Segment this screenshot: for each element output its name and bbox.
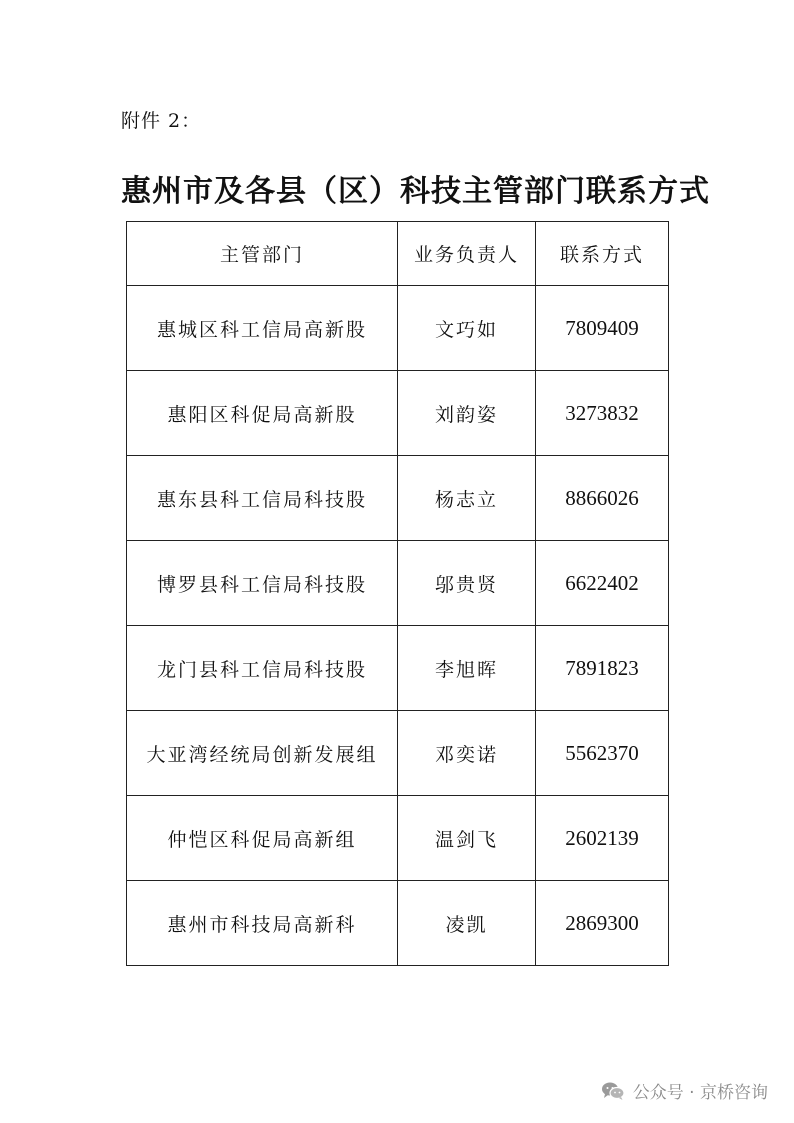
phone-cell: 7809409: [536, 286, 669, 371]
person-cell: 邓奕诺: [398, 711, 536, 796]
department-cell: 惠阳区科促局高新股: [127, 371, 398, 456]
wechat-icon: [601, 1081, 625, 1101]
table-row: [127, 541, 669, 626]
table-row: [127, 286, 669, 371]
phone-cell: 2869300: [536, 881, 669, 966]
document-title: 惠州市及各县（区）科技主管部门联系方式: [121, 174, 710, 209]
header-department: 主管部门: [127, 222, 398, 286]
department-cell: 惠城区科工信局高新股: [127, 286, 398, 371]
attachment-label: 附件 2：: [121, 110, 202, 132]
header-phone: 联系方式: [536, 222, 669, 286]
table-row: [127, 881, 669, 966]
phone-cell: 8866026: [536, 456, 669, 541]
watermark-text: 公众号 · 京桥咨询: [632, 1083, 768, 1103]
department-cell: 惠东县科工信局科技股: [127, 456, 398, 541]
department-cell: 龙门县科工信局科技股: [127, 626, 398, 711]
table-row: [127, 371, 669, 456]
department-cell: 大亚湾经统局创新发展组: [127, 711, 398, 796]
phone-cell: 6622402: [536, 541, 669, 626]
table-row: [127, 711, 669, 796]
person-cell: 刘韵姿: [398, 371, 536, 456]
department-cell: 博罗县科工信局科技股: [127, 541, 398, 626]
phone-cell: 3273832: [536, 371, 669, 456]
department-cell: 仲恺区科促局高新组: [127, 796, 398, 881]
person-cell: 文巧如: [398, 286, 536, 371]
table-row: [127, 626, 669, 711]
table-row: [127, 456, 669, 541]
wechat-watermark: [601, 1078, 768, 1103]
person-cell: 李旭晖: [398, 626, 536, 711]
table-row: [127, 796, 669, 881]
person-cell: 杨志立: [398, 456, 536, 541]
phone-cell: 7891823: [536, 626, 669, 711]
person-cell: 温剑飞: [398, 796, 536, 881]
person-cell: 邬贵贤: [398, 541, 536, 626]
phone-cell: 2602139: [536, 796, 669, 881]
contact-table: [126, 221, 669, 966]
person-cell: 凌凯: [398, 881, 536, 966]
department-cell: 惠州市科技局高新科: [127, 881, 398, 966]
header-person: 业务负责人: [398, 222, 536, 286]
phone-cell: 5562370: [536, 711, 669, 796]
table-header-row: [127, 222, 669, 286]
